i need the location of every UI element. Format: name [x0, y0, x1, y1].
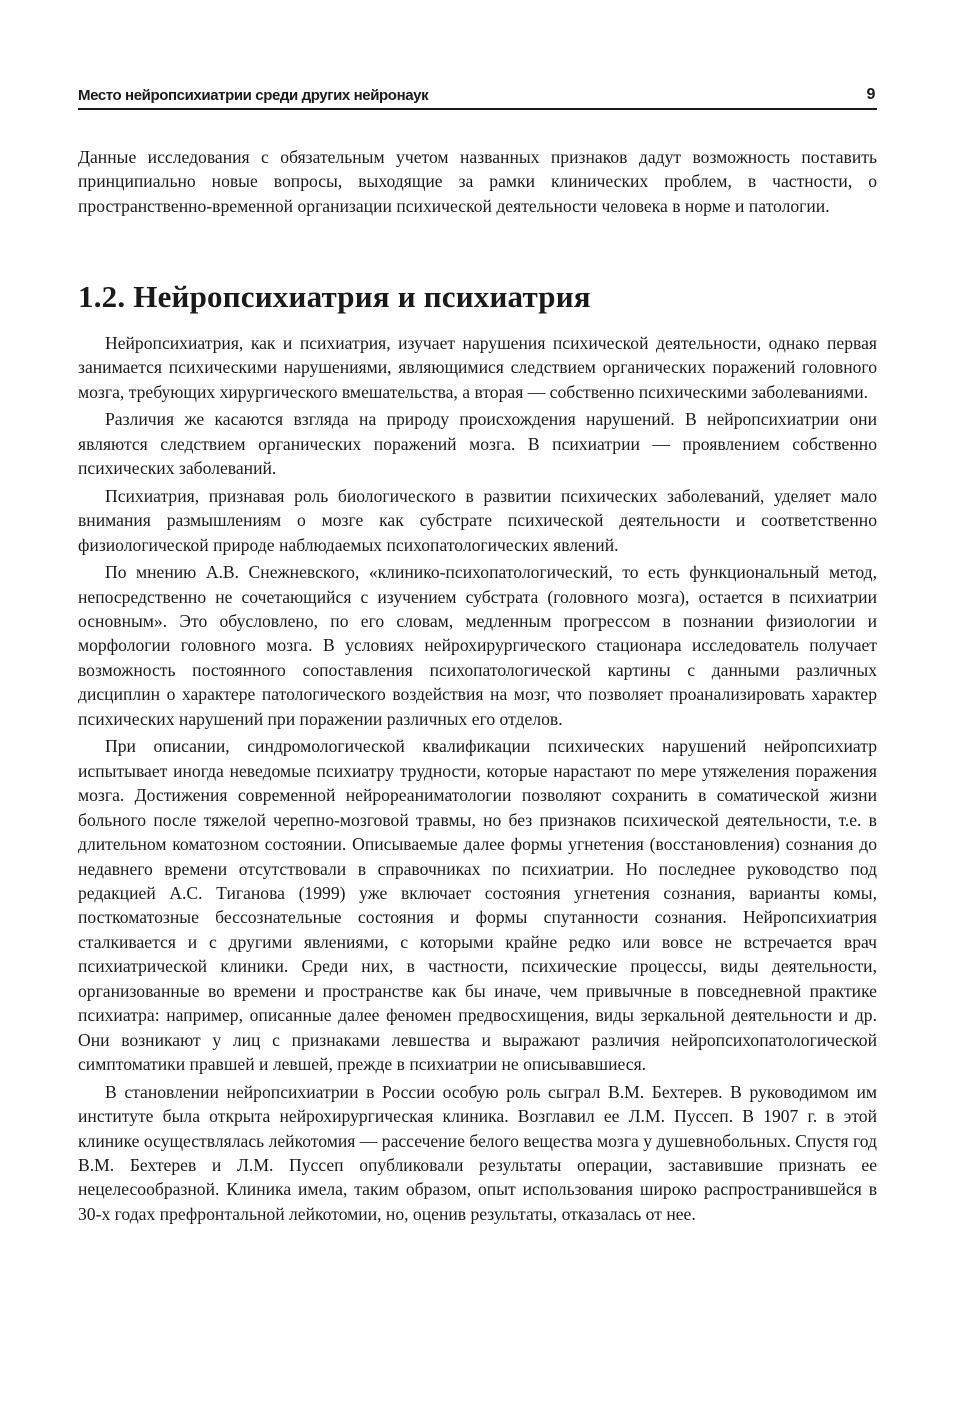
section-title: 1.2. Нейропсихиатрия и психиатрия	[78, 279, 591, 314]
paragraph-5: При описании, синдромологической квалификации психических нарушений нейропсихиатр испытывает иногда неведомые психиатру трудности, которые нарастают по мере утяжеления поражения мозга. Достижения современной нейрореаниматологии позволяют сохранить в соматической жизни больного после тяжелой черепно-мозговой травмы, но без признаков психической деятельности, т.е. в длительном коматозном состоянии. Описываемые далее формы угнетения (восстановления) сознания до недавнего времени отсутствовали в справочниках по психиатрии. Но последнее руководство под редакцией А.С. Тиганова (1999) уже включает состояния угнетения сознания, варианты комы, посткоматозные бессознательные состояния и формы спутанности сознания. Нейропсихиатрия сталкивается и с другими явлениями, с которыми крайне редко или вовсе не встречается врач психиатрической клиники. Среди них, в частности, психические процессы, виды деятельности, организованные во времени и пространстве как бы иначе, чем привычные в повседневной практике психиатра: например, описанные далее феномен предвосхищения, виды зеркальной деятельности и др. Они возникают у лиц с признаками левшества и выражают различия нейропсихопатологической симптоматики правшей и левшей, прежде в психиатрии не описывавшиеся.	[78, 736, 877, 1075]
paragraph-2: Различия же касаются взгляда на природу происхождения нарушений. В нейропсихиатрии они являются следствием органических поражений мозга. В психиатрии — проявлением собственно психических заболеваний.	[78, 409, 877, 479]
running-title: Место нейропсихиатрии среди других нейронаук	[78, 87, 429, 104]
section-body	[78, 331, 877, 1229]
intro-paragraph: Данные исследования с обязательным учетом названных признаков дадут возможность поставить принципиально новые вопросы, выходящие за рамки клинических проблем, в частности, о пространственно-временной организации психической деятельности человека в норме и патологии.	[78, 147, 877, 216]
paragraph-4: По мнению А.В. Снежневского, «клинико-психопатологический, то есть функциональный метод, непосредственно не сочетающийся с изучением субстрата (головного мозга), остается в психиатрии основным». Это обусловлено, по его словам, медленным прогрессом в познании физиологии и морфологии головного мозга. В условиях нейрохирургического стационара исследователь получает возможность постоянного сопоставления психопатологической картины с данными различных дисциплин о характере патологического воздействия на мозг, что позволяет проанализировать характер психических нарушений при поражении различных его отделов.	[78, 562, 877, 729]
page-number: 9	[866, 86, 875, 103]
paragraph-1: Нейропсихиатрия, как и психиатрия, изучает нарушения психической деятельности, однако первая занимается психическими нарушениями, являющимися следствием органических поражений головного мозга, требующих хирургического вмешательства, а вторая — собственно психическими заболеваниями.	[78, 333, 877, 402]
running-header	[78, 84, 877, 110]
paragraph-3: Психиатрия, признавая роль биологического в развитии психических заболеваний, уделяет мало внимания размышлениям о мозге как субстрате психической деятельности и соответственно физиологической природе наблюдаемых психопатологических явлений.	[78, 485, 877, 555]
paragraph-6: В становлении нейропсихиатрии в России особую роль сыграл В.М. Бехтерев. В руководимом им институте была открыта нейрохирургическая клиника. Возглавил ее Л.М. Пуссеп. В 1907 г. в этой клинике осуществлялась лейкотомия — рассечение белого вещества мозга у душевнобольных. Спустя год В.М. Бехтерев и Л.М. Пуссеп опубликовали результаты операции, заставившие признать ее нецелесообразной. Клиника имела, таким образом, опыт использования широко распространившейся в 30-х годах префронтальной лейкотомии, но, оценив результаты, отказалась от нее.	[78, 1081, 877, 1224]
